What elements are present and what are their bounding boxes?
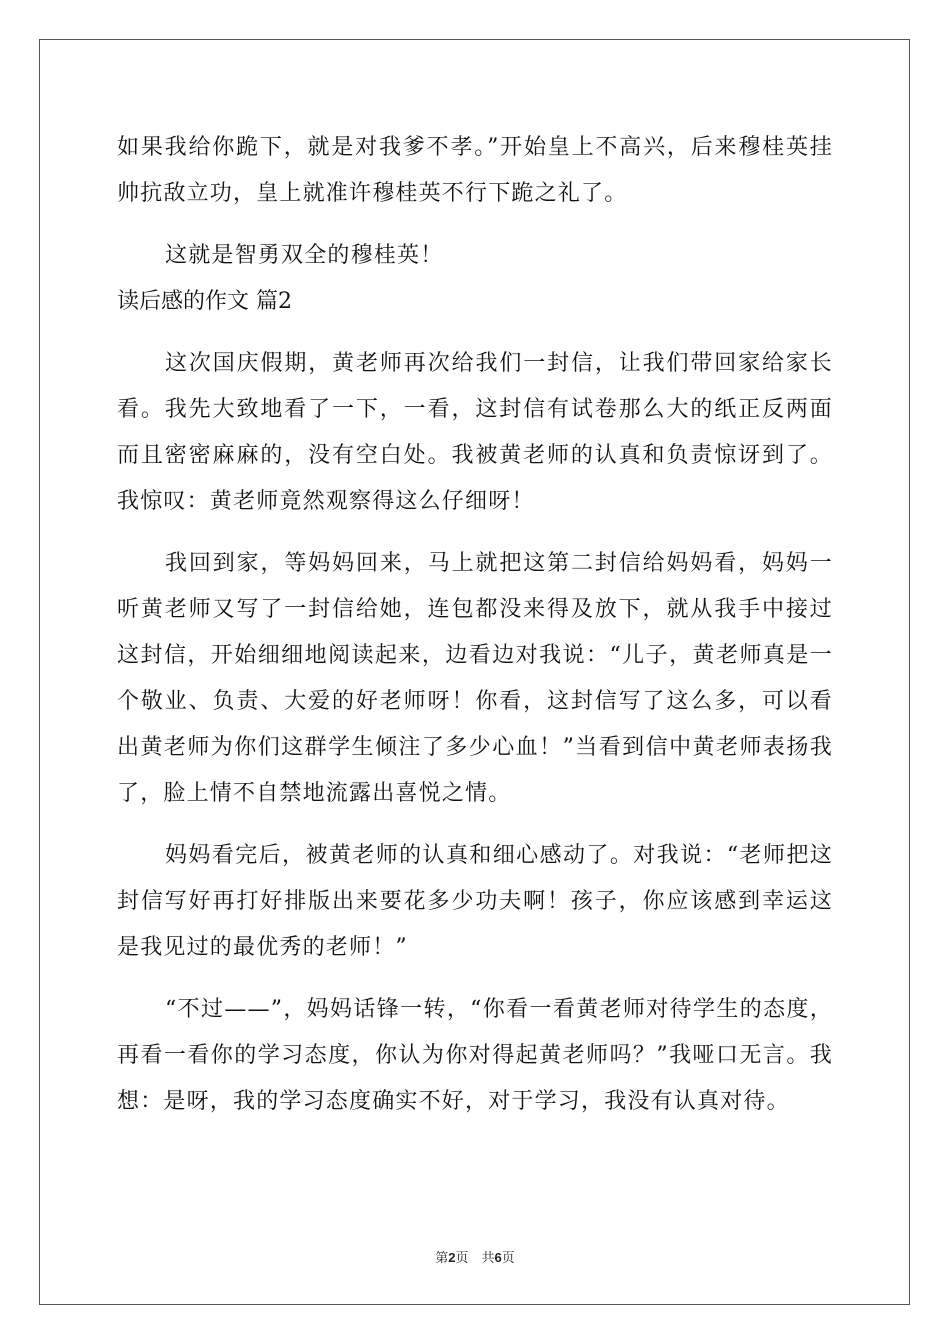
section-heading: 读后感的作文 篇2 xyxy=(117,289,292,314)
page-footer xyxy=(0,1247,950,1266)
document-body xyxy=(117,125,833,1125)
paragraph-continuation: 如果我给你跪下，就是对我爹不孝。”开始皇上不高兴，后来穆桂英挂帅抗敌立功，皇上就准许穆桂英不行下跪之礼了。 xyxy=(117,135,833,206)
footer-prefix: 第 xyxy=(435,1251,449,1266)
paragraph: 妈妈看完后，被黄老师的认真和细心感动了。对我说：“老师把这封信写好再打好排版出来要花多少功夫啊！孩子，你应该感到幸运这是我见过的最优秀的老师！” xyxy=(117,843,833,960)
total-page-number: 6 xyxy=(494,1250,502,1265)
paragraph: 我回到家，等妈妈回来，马上就把这第二封信给妈妈看，妈妈一听黄老师又写了一封信给她，连包都没来得及放下，就从我手中接过这封信，开始细细地阅读起来，边看边对我说：“儿子，黄老师真是一个敬业、负责、大爱的好老师呀！你看，这封信写了这么多，可以看出黄老师为你们这群学生倾注了多少心血！”当看到信中黄老师表扬我了，脸上情不自禁地流露出喜悦之情。 xyxy=(117,551,833,806)
paragraph-conclusion: 这就是智勇双全的穆桂英！ xyxy=(165,243,444,268)
footer-mid: 页 共 xyxy=(455,1251,495,1266)
current-page-number: 2 xyxy=(448,1250,456,1265)
paragraph: 这次国庆假期，黄老师再次给我们一封信，让我们带回家给家长看。我先大致地看了一下，一看，这封信有试卷那么大的纸正反两面而且密密麻麻的，没有空白处。我被黄老师的认真和负责惊讶到了。我惊叹：黄老师竟然观察得这么仔细呀！ xyxy=(117,351,833,514)
paragraph: “不过——”，妈妈话锋一转，“你看一看黄老师对待学生的态度，再看一看你的学习态度，你认为你对得起黄老师吗？”我哑口无言。我想：是呀，我的学习态度确实不好，对于学习，我没有认真对待。 xyxy=(117,997,833,1114)
footer-suffix: 页 xyxy=(501,1251,515,1266)
